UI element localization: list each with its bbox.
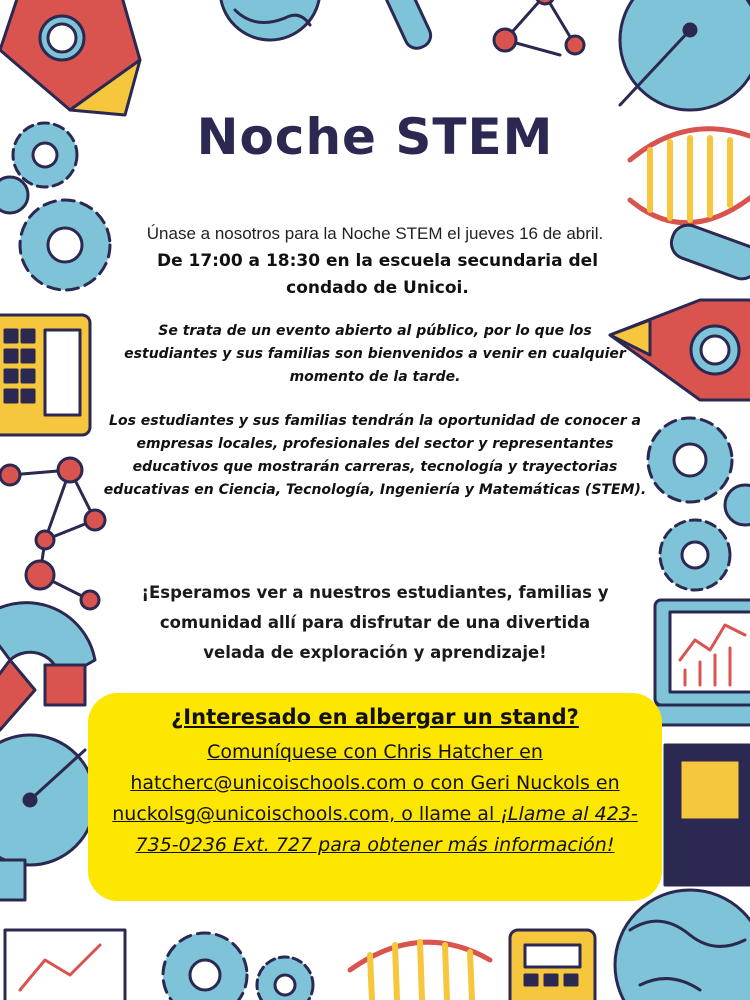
calculator-icon — [0, 315, 90, 435]
book-icon — [665, 745, 750, 885]
globe-icon — [615, 890, 750, 1000]
molecule-icon — [0, 458, 105, 609]
contact-heading: ¿Interesado en albergar un stand? — [171, 705, 579, 729]
closing-message: ¡Esperamos ver a nuestros estudiantes, familias y comunidad allí para disfrutar de una divertida velada de exploración y aprendizaje! — [141, 583, 609, 662]
line-chart-icon — [5, 930, 125, 1000]
event-intro: Únase a nosotros para la Noche STEM el jueves 16 de abril. — [146, 224, 604, 243]
contact-info-link[interactable]: Comuníquese con Chris Hatcher en hatcherc@unicoischools.com o con Geri Nuckols en nuckolsg@unicoischools.com, o llame al — [112, 741, 620, 825]
test-tube-icon — [381, 0, 434, 52]
globe-icon — [220, 0, 320, 40]
event-paragraph-opportunity: Los estudiantes y sus familias tendrán la oportunidad de conocer a empresas locales, profesionales del sector y representantes educativos que mostrarán carreras, tecnología y trayectorias educativas en Ciencia, Tecnología, Ingeniería y Matemáticas (STEM). — [103, 413, 647, 498]
contact-box — [88, 693, 662, 901]
gear-icon — [648, 418, 750, 590]
contact-body — [103, 737, 647, 861]
magnet-icon — [0, 603, 95, 730]
rocket-icon — [0, 0, 140, 115]
page-title: Noche STEM — [196, 108, 554, 166]
calculator-icon — [510, 930, 595, 1000]
satellite-dish-icon — [620, 0, 750, 110]
event-details: De 17:00 a 18:30 en la escuela secundaria del condado de Unicoi. — [156, 251, 599, 298]
contact-phone-link[interactable]: ¡Llame al 423-735-0236 Ext. 727 para obtener más información! — [135, 803, 638, 856]
satellite-dish-icon — [0, 735, 95, 900]
dna-icon — [350, 942, 490, 1000]
molecule-icon — [494, 0, 584, 55]
event-paragraph-open-to-public: Se trata de un evento abierto al público, por lo que los estudiantes y sus familias son bienvenidos a venir en cualquier momento de la tarde. — [124, 323, 626, 385]
gear-icon — [163, 933, 313, 1000]
